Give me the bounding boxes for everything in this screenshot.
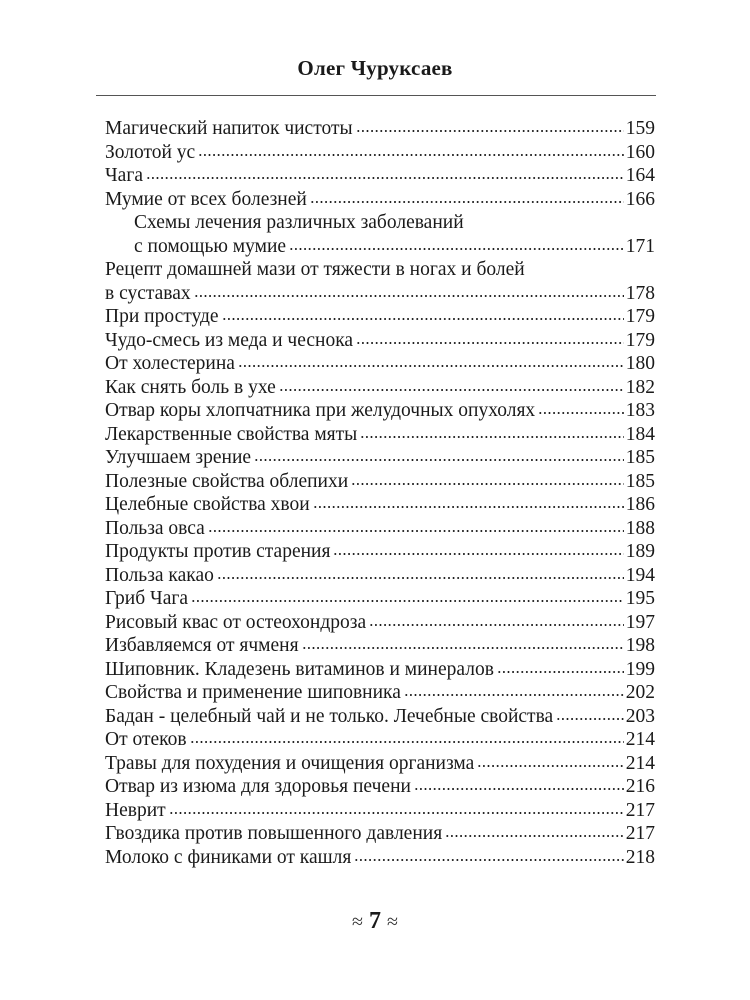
toc-entry-page: 182 bbox=[625, 376, 655, 398]
toc-dot-leader bbox=[556, 716, 624, 722]
header-divider bbox=[96, 95, 656, 96]
toc-dot-leader bbox=[351, 481, 624, 487]
toc-dot-leader bbox=[302, 645, 624, 651]
page-footer bbox=[0, 908, 750, 935]
toc-entry-page: 189 bbox=[625, 541, 655, 562]
toc-dot-leader bbox=[538, 410, 624, 416]
toc-entry bbox=[105, 846, 655, 870]
toc-dot-leader bbox=[194, 293, 624, 299]
toc-entry bbox=[105, 728, 655, 752]
toc-entry-title: Схемы лечения различных заболеваний bbox=[134, 212, 464, 233]
toc-entry-title: Бадан - целебный чай и не только. Лечебные свойства bbox=[105, 705, 554, 727]
toc-entry bbox=[105, 681, 655, 705]
toc-entry-page: 185 bbox=[625, 470, 655, 492]
toc-dot-leader bbox=[356, 340, 624, 346]
toc-entry-title: Лекарственные свойства мяты bbox=[105, 423, 358, 445]
toc-entry-title: Гвоздика против повышенного давления bbox=[105, 823, 443, 844]
toc-entry-page: 199 bbox=[625, 658, 655, 680]
toc-dot-leader bbox=[477, 763, 623, 769]
toc-entry-page: 178 bbox=[625, 282, 655, 304]
toc-entry bbox=[105, 799, 655, 823]
toc-entry bbox=[105, 822, 655, 846]
toc-entry bbox=[105, 376, 655, 400]
toc-entry-title: Золотой ус bbox=[105, 141, 196, 163]
toc-entry-title: Неврит bbox=[105, 799, 166, 821]
toc-entry-page: 198 bbox=[625, 635, 655, 656]
toc-entry bbox=[105, 399, 655, 423]
toc-entry-title: От отеков bbox=[105, 729, 187, 750]
toc-dot-leader bbox=[198, 152, 624, 158]
toc-dot-leader bbox=[313, 504, 624, 510]
toc-entry bbox=[105, 658, 655, 682]
toc-entry-page: 188 bbox=[625, 517, 655, 539]
toc-entry-title: Целебные свойства хвои bbox=[105, 494, 310, 515]
toc-entry-page: 171 bbox=[625, 235, 655, 257]
toc-entry-title: Отвар коры хлопчатника при желудочных опухолях bbox=[105, 400, 536, 421]
footer-decoration-right: ≈ bbox=[387, 911, 398, 933]
toc-entry bbox=[105, 564, 655, 588]
toc-dot-leader bbox=[190, 739, 624, 745]
toc-dot-leader bbox=[369, 622, 624, 628]
toc-entry bbox=[105, 258, 655, 282]
toc-entry bbox=[105, 352, 655, 376]
toc-entry bbox=[105, 705, 655, 729]
toc-entry-title: При простуде bbox=[105, 306, 219, 327]
toc-entry-title: Травы для похудения и очищения организма bbox=[105, 752, 475, 774]
toc-dot-leader bbox=[414, 786, 624, 792]
toc-entry bbox=[105, 752, 655, 776]
toc-entry-page: 214 bbox=[625, 752, 655, 774]
toc-entry-title: Избавляемся от ячменя bbox=[105, 635, 299, 656]
toc-entry bbox=[105, 517, 655, 541]
toc-entry bbox=[105, 211, 655, 235]
toc-dot-leader bbox=[310, 199, 624, 205]
toc-entry-page: 160 bbox=[625, 141, 655, 163]
toc-entry-title: Гриб Чага bbox=[105, 588, 189, 609]
toc-entry bbox=[105, 775, 655, 799]
toc-dot-leader bbox=[360, 434, 623, 440]
toc-entry-page: 179 bbox=[625, 306, 655, 327]
toc-entry bbox=[105, 587, 655, 611]
toc-entry-page: 202 bbox=[625, 682, 655, 703]
toc-dot-leader bbox=[445, 833, 624, 839]
toc-entry-page: 218 bbox=[625, 846, 655, 868]
toc-dot-leader bbox=[356, 128, 624, 134]
toc-dot-leader bbox=[208, 528, 624, 534]
toc-entry-page: 217 bbox=[625, 823, 655, 844]
running-header-author: Олег Чуруксаев bbox=[297, 56, 453, 80]
toc-dot-leader bbox=[191, 598, 624, 604]
toc-entry-page: 216 bbox=[625, 776, 655, 797]
toc-entry-title: Польза какао bbox=[105, 564, 214, 586]
toc-entry-title: Молоко с финиками от кашля bbox=[105, 846, 352, 868]
toc-entry-page: 214 bbox=[625, 729, 655, 750]
toc-entry bbox=[105, 470, 655, 494]
toc-entry-page: 197 bbox=[625, 611, 655, 633]
toc-dot-leader bbox=[238, 363, 624, 369]
toc-entry bbox=[105, 282, 655, 306]
toc-entry-title: От холестерина bbox=[105, 353, 235, 374]
toc-entry-page: 164 bbox=[625, 165, 655, 186]
toc-entry bbox=[105, 446, 655, 470]
toc-dot-leader bbox=[354, 857, 623, 863]
toc-entry-page: 166 bbox=[625, 188, 655, 210]
toc-dot-leader bbox=[404, 692, 624, 698]
toc-dot-leader bbox=[279, 387, 624, 393]
footer-decoration-left: ≈ bbox=[352, 911, 363, 933]
toc-entry-title: Мумие от всех болезней bbox=[105, 188, 307, 210]
toc-entry bbox=[105, 493, 655, 517]
toc-entry bbox=[105, 611, 655, 635]
toc-entry-page: 180 bbox=[625, 353, 655, 374]
toc-dot-leader bbox=[289, 246, 624, 252]
toc-entry-title: Как снять боль в ухе bbox=[105, 376, 276, 398]
toc-entry-title: Рецепт домашней мази от тяжести в ногах и болей bbox=[105, 259, 525, 280]
toc-entry-page: 185 bbox=[625, 447, 655, 468]
toc-entry bbox=[105, 141, 655, 165]
toc-entry-page: 159 bbox=[625, 118, 655, 139]
toc-entry-title: с помощью мумие bbox=[134, 235, 287, 257]
toc-entry bbox=[105, 164, 655, 188]
toc-dot-leader bbox=[217, 575, 624, 581]
toc-entry bbox=[105, 305, 655, 329]
toc-dot-leader bbox=[222, 316, 624, 322]
toc-dot-leader bbox=[146, 175, 624, 181]
toc-entry-title: Продукты против старения bbox=[105, 541, 331, 562]
table-of-contents bbox=[105, 117, 655, 869]
toc-entry-page: 183 bbox=[625, 400, 655, 421]
toc-entry-page: 186 bbox=[625, 494, 655, 515]
toc-entry bbox=[105, 235, 655, 259]
toc-entry bbox=[105, 188, 655, 212]
toc-entry-title: Магический напиток чистоты bbox=[105, 118, 353, 139]
toc-dot-leader bbox=[169, 810, 624, 816]
toc-entry-title: Улучшаем зрение bbox=[105, 447, 252, 468]
toc-entry bbox=[105, 634, 655, 658]
toc-entry-page: 179 bbox=[625, 329, 655, 351]
toc-entry-title: Чудо-смесь из меда и чеснока bbox=[105, 329, 354, 351]
toc-entry-title: Шиповник. Кладезень витаминов и минералов bbox=[105, 658, 494, 680]
toc-dot-leader bbox=[333, 551, 623, 557]
toc-entry-title: Полезные свойства облепихи bbox=[105, 470, 349, 492]
toc-entry-page: 194 bbox=[625, 564, 655, 586]
toc-entry-page: 203 bbox=[625, 705, 655, 727]
toc-dot-leader bbox=[497, 669, 624, 675]
toc-entry-page: 195 bbox=[625, 588, 655, 609]
toc-entry-title: Отвар из изюма для здоровья печени bbox=[105, 776, 411, 797]
toc-entry bbox=[105, 540, 655, 564]
toc-entry bbox=[105, 423, 655, 447]
toc-entry-title: Польза овса bbox=[105, 517, 205, 539]
toc-entry-title: Свойства и применение шиповника bbox=[105, 682, 401, 703]
toc-entry bbox=[105, 329, 655, 353]
toc-entry-page: 217 bbox=[625, 799, 655, 821]
page-number: 7 bbox=[369, 908, 381, 934]
toc-entry-title: Чага bbox=[105, 165, 143, 186]
toc-entry-title: Рисовый квас от остеохондроза bbox=[105, 611, 367, 633]
toc-entry bbox=[105, 117, 655, 141]
toc-dot-leader bbox=[254, 457, 624, 463]
toc-entry-page: 184 bbox=[625, 423, 655, 445]
toc-entry-title: в суставах bbox=[105, 282, 191, 304]
